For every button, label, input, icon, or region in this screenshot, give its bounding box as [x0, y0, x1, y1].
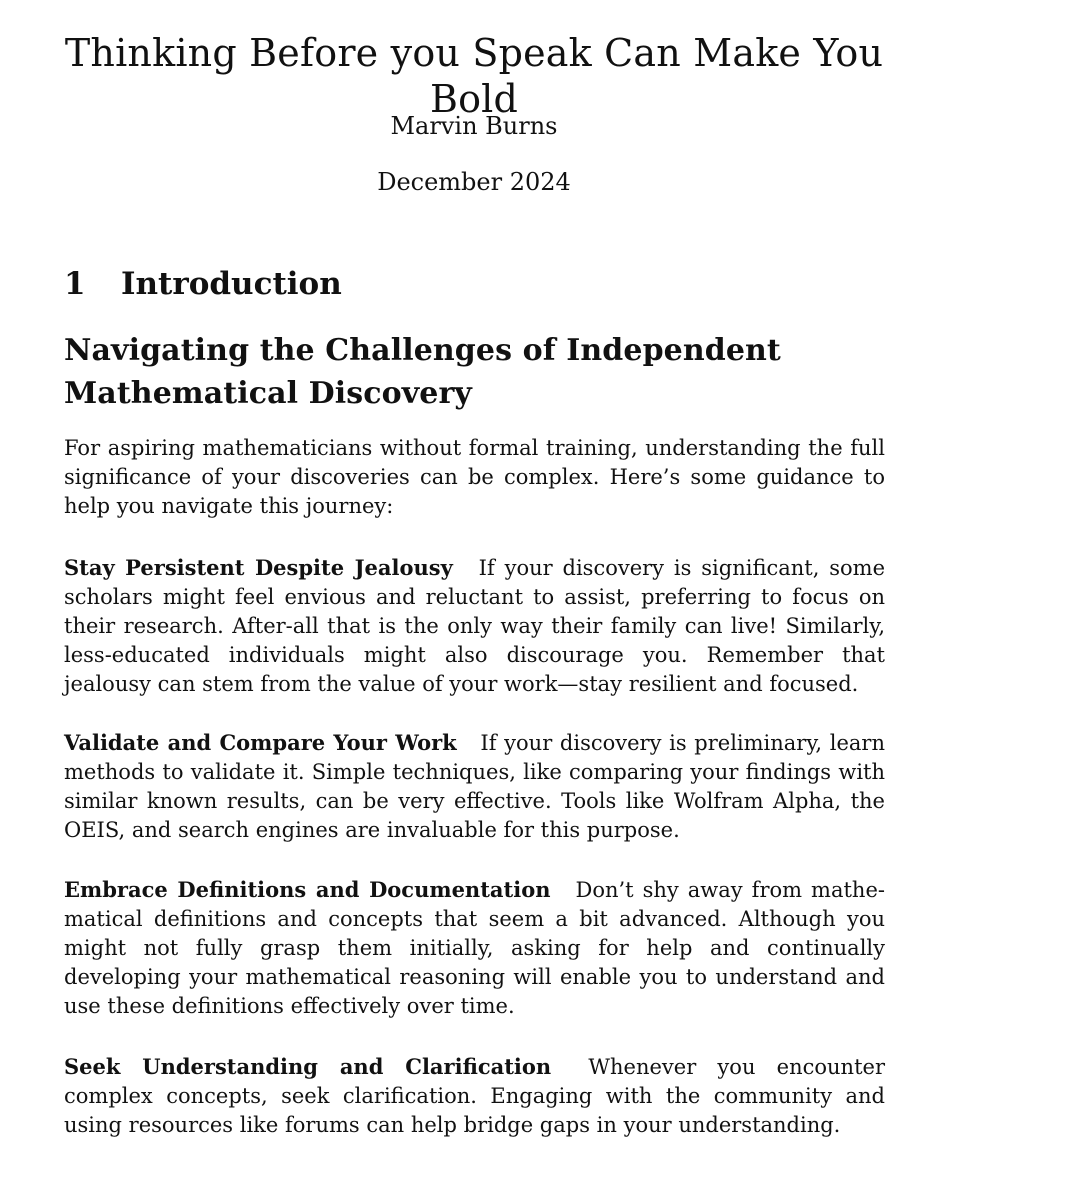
section-number: 1: [64, 266, 86, 302]
document-author: Marvin Burns: [390, 112, 558, 140]
paragraph-text: If your discovery is preliminary, learn methods to validate it. Simple techniques, like comparing your findings with similar known results, can be very effective. Tools like Wolfram Alpha, the OEIS, and search engines are invaluable for this purpose.: [64, 731, 885, 842]
subsection-heading: Navigating the Challenges of Independent Mathematical Discovery: [64, 333, 781, 411]
paragraph-heading: Stay Persistent Despite Jealousy: [64, 555, 453, 580]
paragraph-heading: Validate and Compare Your Work: [64, 730, 457, 755]
paragraph-text: Don’t shy away from mathematical definitions and concepts that seem a bit advanced. Although you might not fully grasp them initially, asking for help and continually developing your mathematical reasoning will enable you to understand and use these definitions effectively over time.: [64, 878, 885, 1018]
section-heading: [64, 264, 342, 304]
paragraph-text: Whenever you encounter complex concepts, seek clarification. Engaging with the community and using resources like forums can help bridge gaps in your understanding.: [64, 1055, 885, 1137]
paragraph-persistence: [64, 553, 885, 699]
paragraph-definitions: [64, 875, 885, 1021]
intro-paragraph: For aspiring mathematicians without formal training, understanding the full significance of your discoveries can be complex. Here’s some guidance to help you navigate this journey:: [64, 436, 885, 518]
paragraph-text: If your discovery is significant, some scholars might feel envious and reluctant to assist, preferring to focus on their research. After-all that is the only way their family can live! Similarly, less-educated individuals might also discourage you. Remember that jealousy can stem from the value of your work—stay resilient and focused.: [64, 556, 885, 696]
paragraph-clarification: [64, 1052, 885, 1140]
paragraph-heading: Seek Understanding and Clarification: [64, 1054, 552, 1079]
section-title: Introduction: [121, 266, 342, 302]
document-date: December 2024: [377, 168, 571, 196]
document-title: Thinking Before you Speak Can Make You Bold: [64, 31, 884, 121]
paragraph-validation: [64, 728, 885, 845]
paragraph-heading: Embrace Definitions and Documentation: [64, 877, 551, 902]
